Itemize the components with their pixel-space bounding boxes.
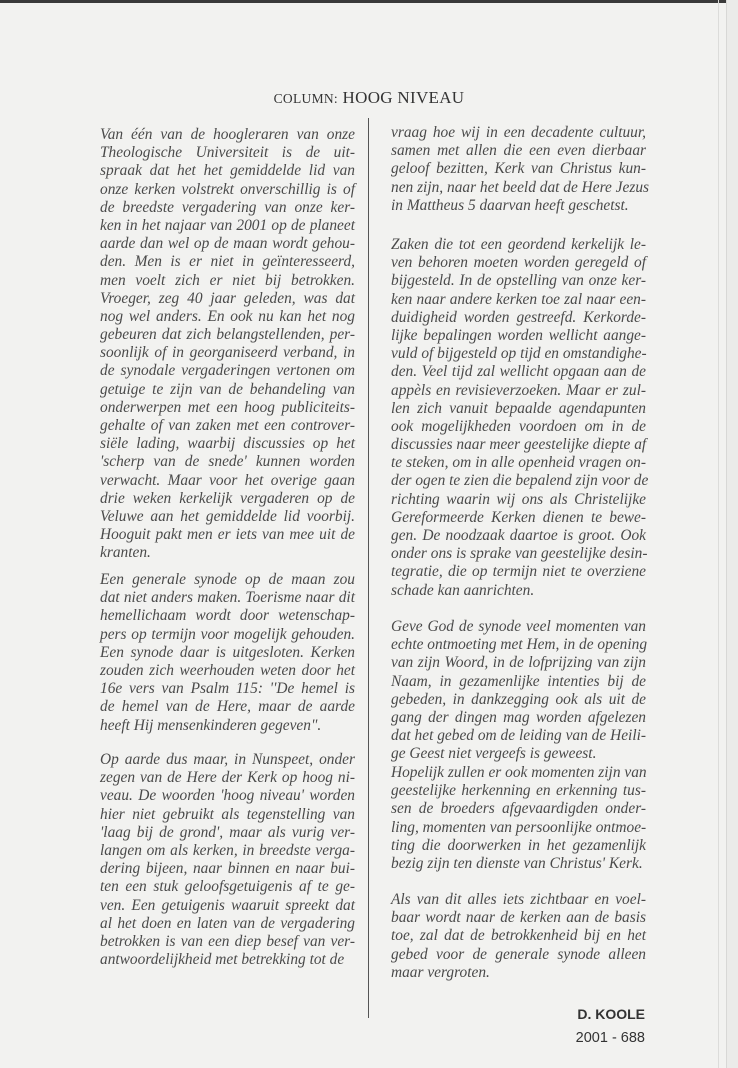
text-line: zegen van de Here der Kerk op hoog ni- (100, 769, 355, 787)
text-line: Theologische Universiteit is de uit- (100, 144, 355, 162)
text-line: den. Men is er niet in geïnteresseerd, (100, 253, 355, 271)
text-line: dat niet anders maken. Toerisme naar dit (100, 589, 355, 607)
text-line: de hemel van de Here, maar de aarde (100, 698, 355, 716)
text-line: onderwerpen met een hoog publiciteits- (100, 398, 355, 416)
text-line: nen zijn, naar het beeld dat de Here Jezus (391, 178, 650, 196)
text-line: langen om als kerken, in breedste verga- (100, 841, 355, 859)
text-line: Op aarde dus maar, in Nunspeet, onder (100, 751, 355, 768)
text-line: ge Geest niet vergeefs is geweest. (391, 745, 597, 763)
author-signature: D. KOOLE (577, 1006, 645, 1022)
text-line: sen de broeders afgevaardigden onder- (391, 800, 646, 818)
text-line: samen met allen die een even dierbaar (391, 142, 646, 160)
text-line: lijke bepalingen worden wellicht aange- (391, 326, 646, 344)
text-line: nog wel anders. En ook nu kan het nog (100, 307, 355, 325)
paragraph (391, 764, 646, 873)
text-line: Veluwe aan het gemiddelde lid voorbij. (100, 507, 355, 525)
text-line: ven behoren moeten worden geregeld of (391, 254, 646, 272)
text-line: veau. De woorden 'hoog niveau' worden (100, 787, 355, 805)
text-line: betrokken is van een diep besef van ver- (100, 932, 355, 950)
text-line: hemellichaam wordt door wetenschap- (100, 607, 355, 625)
text-line: Van één van de hoogleraren van onze (100, 126, 355, 143)
text-line: gebeuren dat zich belangstellenden, per- (100, 326, 355, 344)
text-line: de synodale vergaderingen vertonen om (100, 362, 355, 380)
text-line: discussies naar meer geestelijke diepte af (391, 436, 647, 454)
text-line: Geve God de synode veel momenten van (391, 618, 646, 635)
text-line: men voelt zich er niet bij betrokken. (100, 271, 355, 289)
text-line: ling, momenten van persoonlijke ontmoe- (391, 818, 647, 836)
text-line: bezig zijn ten dienste van Christus' Kerk. (391, 854, 643, 872)
text-line: van zijn Woord, in de lofprijzing van zijn (391, 654, 646, 672)
paragraph (391, 618, 646, 764)
text-line: Hopelijk zullen er ook momenten zijn van (391, 764, 647, 781)
text-line: soonlijk of in georganiseerd verband, in (100, 344, 355, 362)
text-line: te steken, om in alle openheid vragen on- (391, 454, 646, 472)
text-line: Een synode daar is uitgesloten. Kerken (100, 643, 355, 661)
text-line: bijgesteld. In de opstelling van onze ker- (391, 272, 646, 290)
text-line: heeft Hij mensenkinderen gegeven". (100, 716, 322, 734)
text-line: den. Veel tijd zal wellicht opgaan aan de (391, 363, 646, 381)
text-line: geestelijke herkenning en erkenning tus- (391, 782, 646, 800)
text-line: vuld of bijgesteld op tijd en omstandighe- (391, 345, 647, 363)
text-line: baar wordt naar de kerken aan de basis (391, 909, 646, 927)
page-number: 2001 - 688 (575, 1030, 645, 1046)
column-title: HOOG NIVEAU (342, 88, 465, 107)
text-line: appèls en revisieverzoeken. Maar er zul- (391, 381, 646, 399)
text-line: duidigheid worden gestreefd. Kerkorde- (391, 308, 646, 326)
text-line: drie weken kerkelijk vergaderen op de (100, 489, 355, 507)
text-line: aarde dan wel op de maan wordt gehou- (100, 235, 355, 253)
text-line: Zaken die tot een geordend kerkelijk le- (391, 236, 646, 253)
text-line: tegratie, die op termijn niet te overziene (391, 563, 646, 581)
text-line: toe, zal dat de betrokkenheid bij en het (391, 927, 646, 945)
text-line: hier niet gebruikt als tegenstelling van (100, 805, 355, 823)
text-line: al het doen en laten van de vergadering (100, 914, 355, 932)
paragraph (391, 891, 646, 982)
text-line: Een generale synode op de maan zou (100, 571, 355, 588)
text-line: echte ontmoeting met Hem, in de opening (391, 636, 648, 654)
text-line: onze kerken volstrekt onverschillig is of (100, 180, 355, 198)
scan-edge-line (718, 0, 719, 1068)
text-line: Gereformeerde Kerken dienen te bewe- (391, 508, 646, 526)
scan-top-edge (0, 0, 738, 3)
text-line: onder ons is sprake van geestelijke desin- (391, 545, 648, 563)
paragraph (100, 571, 355, 735)
text-line: vraag hoe wij in een decadente cultuur, (391, 124, 646, 141)
page-title (0, 88, 738, 108)
column-label: COLUMN: (273, 91, 338, 106)
paragraph (100, 751, 355, 969)
column-divider (368, 118, 369, 1018)
scan-right-edge (726, 0, 738, 1068)
text-line: antwoordelijkheid met betrekking tot de (100, 951, 345, 969)
text-line: 'scherp van de snede' kunnen worden (100, 453, 355, 471)
text-line: siële lading, waarbij discussies op het (100, 435, 355, 453)
text-line: ten een stuk geloofsgetuigenis af te ge- (100, 878, 355, 896)
text-line: getuige te zijn van de behandeling van (100, 380, 355, 398)
text-line: zouden zich weerhouden weten door het (100, 661, 355, 679)
text-line: gebeden, in dankzegging ook als uit de (391, 690, 646, 708)
text-line: gebed voor de generale synode alleen (391, 945, 646, 963)
text-line: 'laag bij de grond', maar als vurig ver- (100, 823, 355, 841)
text-line: ook mogelijkheden voordoen om in de (391, 417, 646, 435)
text-line: 16e vers van Psalm 115: ''De hemel is (100, 680, 355, 698)
text-line: gang der dingen mag worden afgelezen (391, 708, 646, 726)
text-line: gehalte of van zaken met een controver- (100, 417, 355, 434)
text-line: der ogen te zien die bepalend zijn voor de (391, 472, 649, 490)
text-line: len zich vanuit bepaalde agendapunten (391, 399, 646, 417)
text-line: Hooguit pakt men er iets van mee uit de (100, 526, 355, 544)
text-line: ken naar andere kerken toe zal naar een- (391, 290, 646, 308)
text-line: spraak dat het het gemiddelde lid van (100, 162, 355, 180)
text-line: verwacht. Maar voor het overige gaan (100, 471, 355, 489)
text-line: ting die doorwerken in het gezamenlijk (391, 836, 646, 854)
text-line: Vroeger, zeg 40 jaar geleden, was dat (100, 289, 355, 307)
text-line: ven. Een getuigenis waaruit spreekt dat (100, 896, 355, 914)
paragraph (391, 236, 649, 600)
text-line: de breedste vergadering van onze ker- (100, 198, 355, 216)
text-line: gen. De noodzaak daartoe is groot. Ook (391, 527, 646, 544)
text-line: kranten. (100, 544, 151, 562)
text-line: Als van dit alles iets zichtbaar en voel- (391, 891, 646, 908)
text-line: dat het gebed om de leiding van de Heili- (391, 727, 646, 745)
text-line: Naam, in gezamenlijke intenties bij de (391, 672, 646, 690)
text-line: maar vergroten. (391, 963, 490, 981)
paragraph (391, 124, 650, 215)
paragraph (100, 126, 355, 563)
text-line: richting waarin wij ons als Christelijke (391, 490, 646, 508)
text-line: ken in het najaar van 2001 op de planeet (100, 216, 355, 234)
text-line: geloof bezitten, Kerk van Christus kun- (391, 160, 646, 178)
text-line: in Mattheus 5 daarvan heeft geschetst. (391, 196, 629, 214)
text-line: schade kan aanrichten. (391, 581, 535, 599)
text-line: pers op termijn voor mogelijk gehouden. (100, 625, 355, 643)
text-line: dering bijeen, naar binnen en naar bui- (100, 860, 355, 878)
